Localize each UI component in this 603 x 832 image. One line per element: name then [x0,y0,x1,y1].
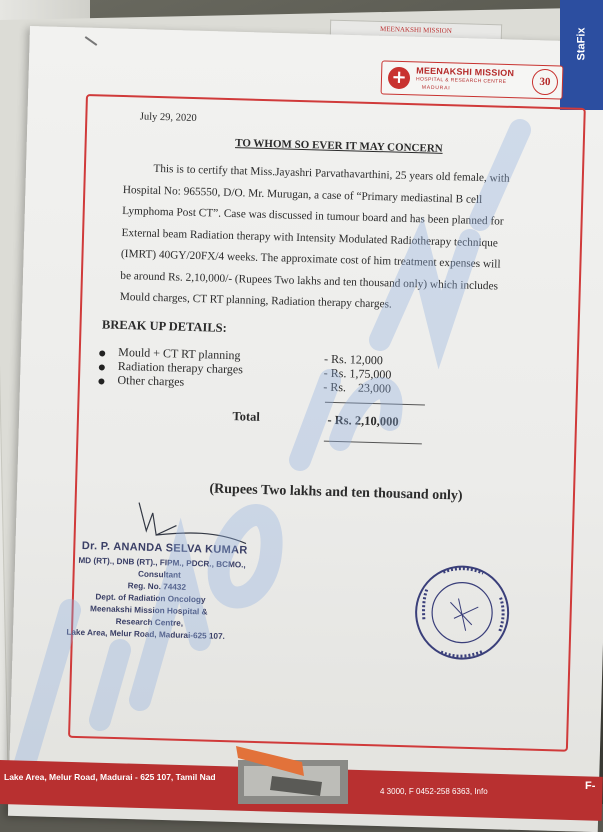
doctor-address: Lake Area, Melur Road, Madurai-625 107. [66,627,226,641]
paragraph-line: (IMRT) 40GY/20FX/4 weeks. The approximate cost of him treatment expenses will [120,247,501,271]
paragraph-line: Hospital No: 965550, D/O. Mr. Murugan, a case of “Primary mediastinal B cell [122,183,483,206]
hospital-city: MADURAI [421,84,451,92]
breakup-item-amount: - Rs. 1,75,000 [323,365,392,382]
paragraph-line: Mould charges, CT RT planning, Radiation therapy charges. [119,290,392,311]
hospital-seal-stamp [411,561,514,664]
amount-in-words: (Rupees Two lakhs and ten thousand only) [209,481,463,504]
bullet-icon [99,364,105,370]
bullet-icon [99,350,105,356]
doctor-name: Dr. P. ANANDA SELVA KUMAR [81,539,248,557]
hospital-name: MEENAKSHI MISSION [416,65,515,79]
paragraph-line: This is to certify that Miss.Jayashri Parvathavarthini, 25 years old female, with [153,162,510,185]
breakup-item-label: Other charges [117,372,185,389]
doctor-designation: Consultant [137,569,181,580]
doctor-hospital-2: Research Centre, [115,616,184,628]
breakup-item-label: Mould + CT RT planning [118,344,241,363]
tab-behind: MEENAKSHI MISSION [330,20,502,40]
letter-heading: TO WHOM SO EVER IT MAY CONCERN [234,137,443,155]
paragraph-line: be around Rs. 2,10,000/- (Rupees Two lakhs and ten thousand only) which includes [120,269,499,292]
footer-page-mark: F- [585,780,596,792]
breakup-item-amount: - Rs. 23,000 [323,379,392,396]
binder-clip [232,736,352,804]
anniversary-badge: 30 [532,69,559,96]
breakup-item-label: Radiation therapy charges [117,358,244,377]
bullet-icon [98,378,104,384]
doctor-department: Dept. of Radiation Oncology [95,592,206,605]
paragraph-line: External beam Radiation therapy with Intensity Modulated Radiotherapy technique [121,226,499,249]
breakup-title: BREAK UP DETAILS: [101,317,227,335]
letter-date: July 29, 2020 [139,111,197,125]
breakup-item-amount: - Rs. 12,000 [323,351,384,368]
cross-icon: + [388,67,411,90]
footer-phone: 4 3000, F 0452-258 6363, Info [380,787,488,796]
total-rule [324,441,422,445]
sum-rule [325,402,425,406]
certificate-paragraph [119,158,563,321]
hospital-subtitle: HOSPITAL & RESEARCH CENTRE [415,76,507,85]
doctor-reg-no: Reg. No. 74432 [127,581,187,592]
doctor-hospital: Meenakshi Mission Hospital & [89,604,208,617]
paragraph-line: Lymphoma Post CT”. Case was discussed in tumour board and has been planned for [122,204,504,228]
footer-address: Lake Area, Melur Road, Madurai - 625 107, Tamil Nad [4,772,216,782]
total-amount: - Rs. 2,10,000 [327,412,399,429]
doctor-qualifications: MD (RT)., DNB (RT)., FIPM., PDCR., BCMO., [78,555,246,570]
stafix-label: StaFix [575,27,588,61]
total-label: Total [232,409,261,424]
